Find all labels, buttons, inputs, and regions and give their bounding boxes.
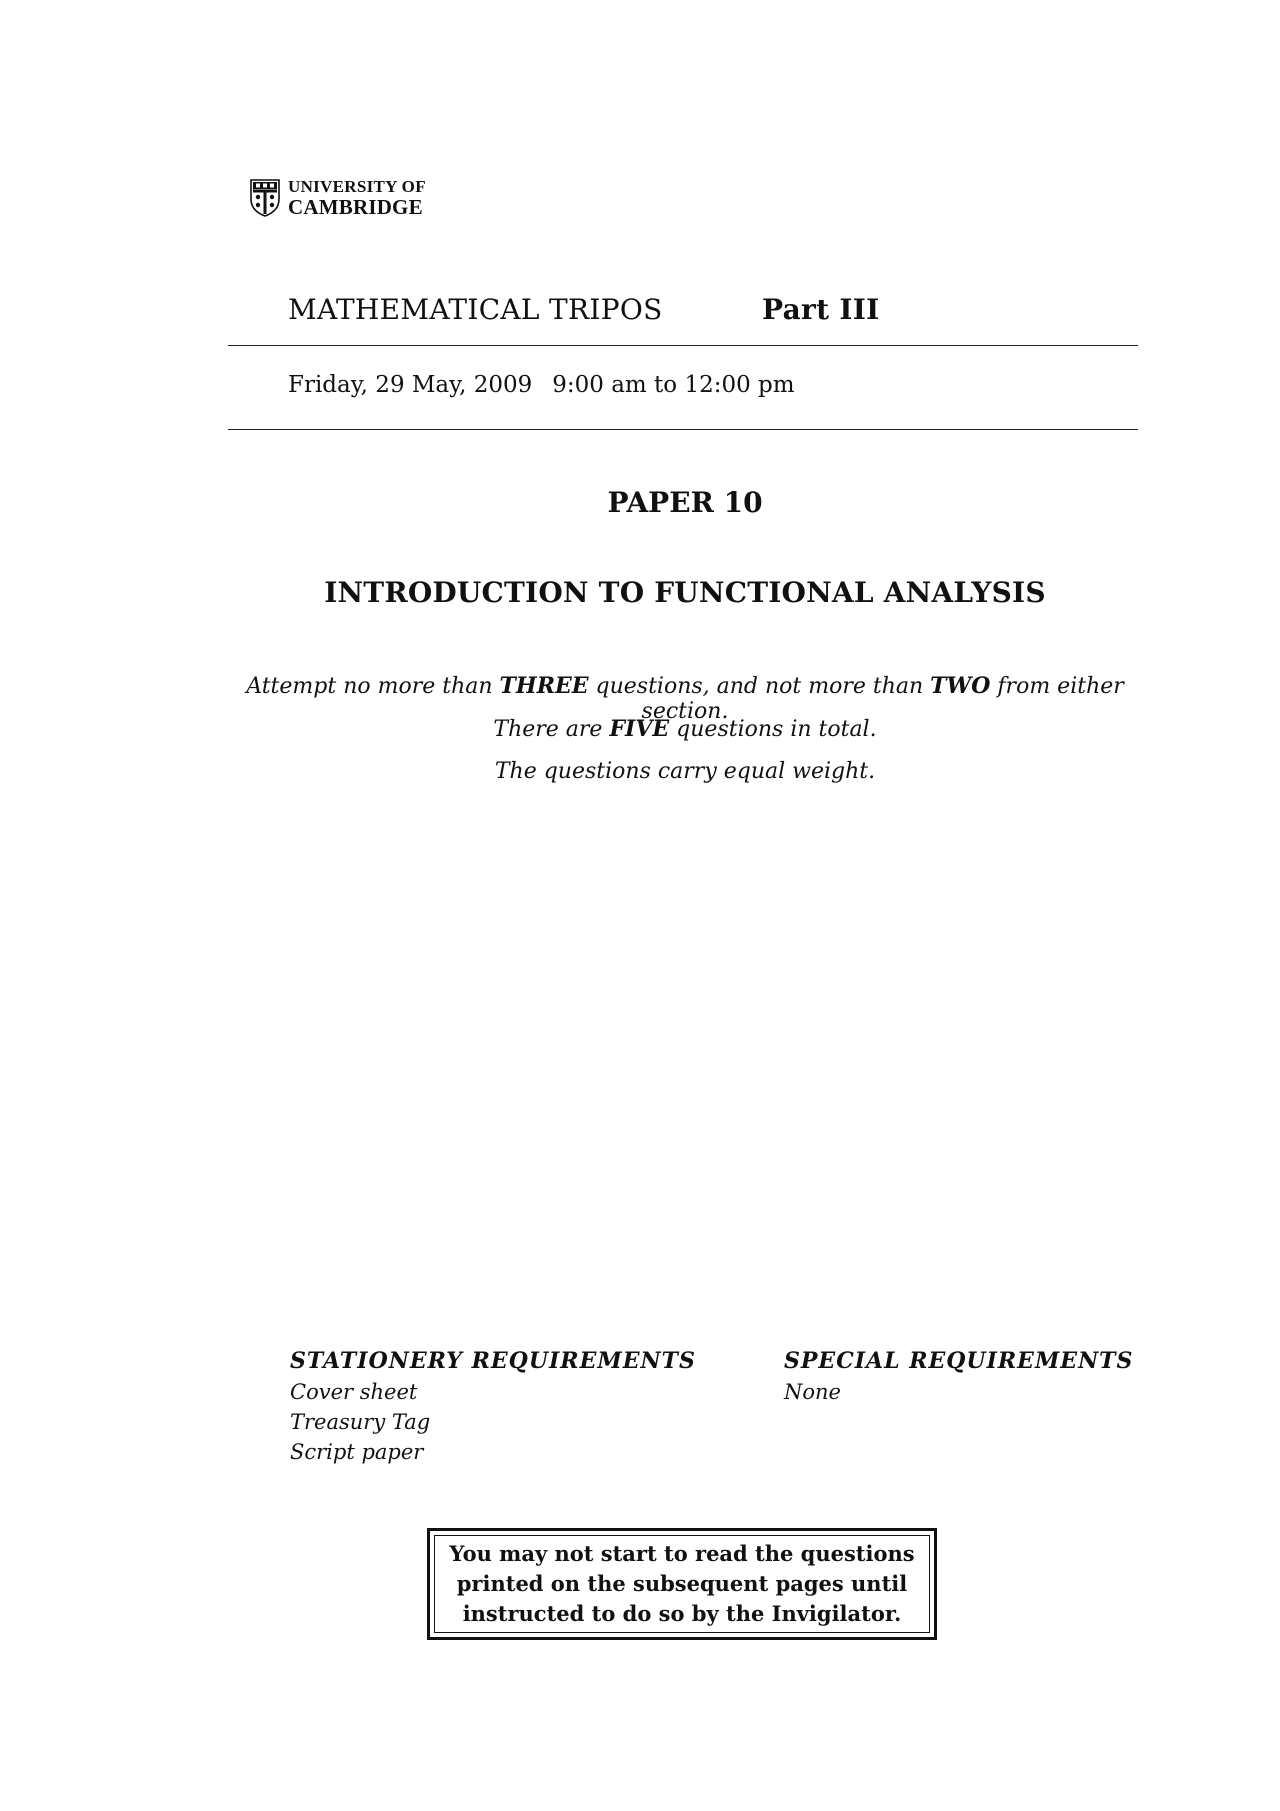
instruction-text: from either section.: [641, 674, 1124, 724]
exam-date: Friday, 29 May, 2009: [288, 372, 533, 398]
special-list: [784, 1377, 841, 1407]
instruction-text: Attempt no more than: [246, 674, 500, 699]
notice-line-1: You may not start to read the questions: [449, 1541, 915, 1566]
paper-number: PAPER 10: [607, 486, 763, 519]
instruction-emphasis: FIVE: [609, 716, 670, 742]
list-item: Script paper: [290, 1440, 424, 1464]
logo-wordmark: [288, 178, 426, 218]
instruction-emphasis: THREE: [499, 673, 589, 699]
instruction-emphasis: TWO: [930, 673, 991, 699]
exam-date-time: [288, 372, 795, 398]
divider-bottom: [228, 429, 1138, 430]
notice-line-2: printed on the subsequent pages until: [456, 1571, 908, 1596]
exam-title: MATHEMATICAL TRIPOS: [288, 293, 663, 326]
special-requirements-heading: SPECIAL REQUIREMENTS: [784, 1348, 1134, 1374]
crest-icon: [250, 179, 280, 217]
exam-part: Part III: [762, 293, 880, 326]
instruction-line-2: [200, 716, 1170, 742]
list-item: Treasury Tag: [290, 1410, 431, 1434]
stationery-requirements-heading: STATIONERY REQUIREMENTS: [290, 1348, 696, 1374]
instruction-line-3: The questions carry equal weight.: [494, 759, 876, 784]
instruction-text: There are: [493, 717, 610, 742]
university-logo: [250, 178, 426, 218]
logo-line-1: UNIVERSITY OF: [288, 177, 426, 196]
stationery-list: [290, 1377, 430, 1467]
instruction-text: questions, and not more than: [588, 674, 931, 699]
divider-top: [228, 345, 1138, 346]
invigilator-notice: [427, 1528, 937, 1640]
instruction-text: questions in total.: [669, 717, 877, 742]
logo-line-2: CAMBRIDGE: [288, 195, 423, 219]
list-item: None: [784, 1380, 841, 1404]
exam-time: 9:00 am to 12:00 pm: [552, 372, 795, 398]
notice-line-3: instructed to do so by the Invigilator.: [462, 1601, 902, 1626]
notice-inner-frame: [434, 1535, 930, 1633]
course-title: INTRODUCTION TO FUNCTIONAL ANALYSIS: [324, 576, 1046, 609]
list-item: Cover sheet: [290, 1380, 418, 1404]
